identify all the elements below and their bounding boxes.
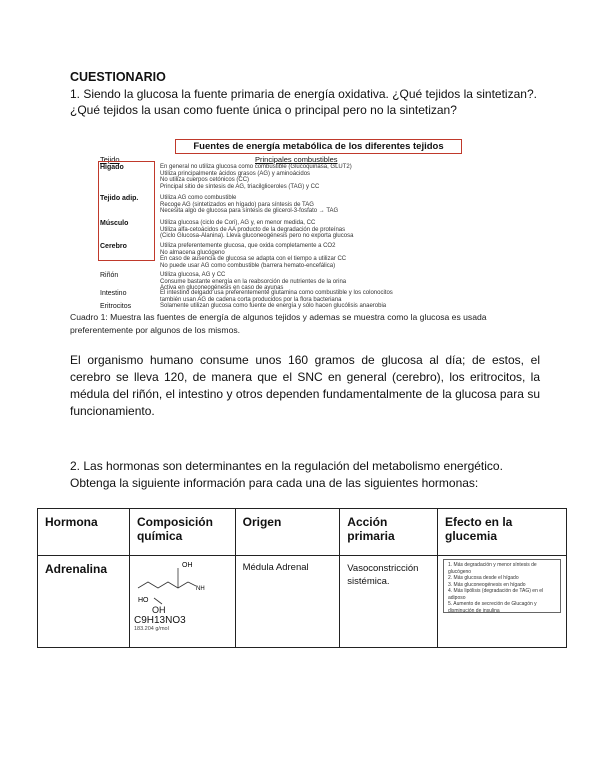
page-heading: CUESTIONARIO <box>70 70 166 84</box>
adrenaline-structure <box>134 558 224 608</box>
figure-title: Fuentes de energía metabólica de los diferentes tejidos <box>175 139 462 154</box>
figure-fuels: En general no utiliza glucosa como combustible (Glucoquinasa, GLUT2) Utiliza principalmente ácidos grasos (AG) y aminoácidos No utiliza cuerpos cetónicos (CC) Principal sitio de síntesis de AG, triacilgliceroles (TAG) y CC <box>160 164 352 190</box>
header-hormona: Hormona <box>38 509 130 556</box>
effect-item: 3. Más gluconeogénesis en hígado <box>448 581 526 588</box>
effect-item: 1. Más degradación y menor síntesis de glucógeno <box>448 562 537 575</box>
figure-fuels: Utiliza glucosa, AG y CC Consume bastante energía en la reabsorción de nutrientes de la orina Activa en gluconeogénesis en caso de ayunas <box>160 272 347 291</box>
effect-item: 4. Más lipólisis (degradación de TAG) en el adiposo <box>448 588 544 601</box>
effect-item: 2. Más glucosa desde el hígado <box>448 575 519 581</box>
table-header-row <box>38 509 567 556</box>
figure-tissue: Eritrocitos <box>100 303 132 310</box>
figure-fuels: Utiliza glucosa (ciclo de Cori), AG y, en menor medida, CC Utiliza alfa-cetoácidos de AA producto de la degradación de proteínas (Ciclo Glucosa-Alanina). Lleva gluconeogénesis pero no exporta glucosa <box>160 220 354 239</box>
molar-weight: 183.204 g/mol <box>133 626 169 632</box>
cell-composition <box>129 556 235 648</box>
figure-tissue: Tejido adip. <box>100 195 139 202</box>
label-ho: HO <box>137 597 149 604</box>
cell-action: Vasoconstricción sistémica. <box>340 556 438 648</box>
table-row <box>38 556 567 648</box>
question-1: 1. Siendo la glucosa la fuente primaria de energía oxidativa. ¿Qué tejidos la sintetizan?. ¿Qué tejidos la usan como fuente única o principal pero no la sintetizan? <box>70 87 537 117</box>
figure-fuels: El intestino delgado usa preferentemente glutamina como combustible y los colonocitos también usan AG de cadena corta producidos por la flora bacteriana <box>160 290 393 303</box>
figure-tissue: Músculo <box>100 220 129 227</box>
figure-tissue: Intestino <box>100 290 127 297</box>
question-2: 2. Las hormonas son determinantes en la regulación del metabolismo energético. Obtenga la siguiente información para cada una de las siguientes hormonas: <box>70 459 503 490</box>
figure-col-tissue: Tejido <box>100 155 120 164</box>
glucemia-effects-image <box>443 559 561 613</box>
cell-effect <box>438 556 567 648</box>
label-oh-bottom: OH <box>151 605 166 615</box>
figure-fuels: Utiliza preferentemente glucosa, que oxida completamente a CO2 No almacena glucógeno En caso de ausencia de glucosa se adapta con el tiempo a utilizar CC No puede usar AG como combustible (barrera hemato-encefálica) <box>160 243 347 269</box>
effect-item: 5. Aumento de secreción de Glucagón y disminución de insulina <box>448 601 537 614</box>
energy-sources-figure <box>95 137 465 310</box>
figure-col-fuels: Principales combustibles <box>255 155 338 164</box>
chemical-formula: C9H13NO3 <box>133 615 186 626</box>
label-oh-top: OH <box>181 562 193 569</box>
figure-fuels: Solamente utilizan glucosa como fuente de energía y sólo hacen glucólisis anaerobia <box>160 303 387 309</box>
figure-caption: Cuadro 1: Muestra las fuentes de energía de algunos tejidos y ademas se muestra como la glucosa es usada preferentemente por algunos de los mismos. <box>70 312 487 335</box>
hormones-table <box>37 508 567 648</box>
cell-hormone: Adrenalina <box>38 556 130 648</box>
figure-tissue: Cerebro <box>100 243 127 250</box>
figure-tissue: Riñón <box>100 272 119 279</box>
cell-origin: Médula Adrenal <box>235 556 340 648</box>
header-composicion: Composición química <box>129 509 235 556</box>
header-accion: Acción primaria <box>340 509 438 556</box>
paragraph-glucose-consumption: El organismo humano consume unos 160 gramos de glucosa al día; de estos, el cerebro se lleva 120, de manera que el SNC en general (cerebro), los eritrocitos, la médula del riñón, el intestino y otros dependen fundamentalmente de la glucosa para su funcionamiento. <box>70 353 540 418</box>
header-origen: Origen <box>235 509 340 556</box>
header-efecto: Efecto en la glucemia <box>438 509 567 556</box>
label-nh: NH <box>195 586 205 592</box>
figure-tissue: Hígado <box>100 164 124 171</box>
figure-fuels: Utiliza AG como combustible Recoge AG (sintetizados en hígado) para síntesis de TAG Necesita algo de glucosa para síntesis de glicerol-3-fosfato → TAG <box>160 195 339 214</box>
